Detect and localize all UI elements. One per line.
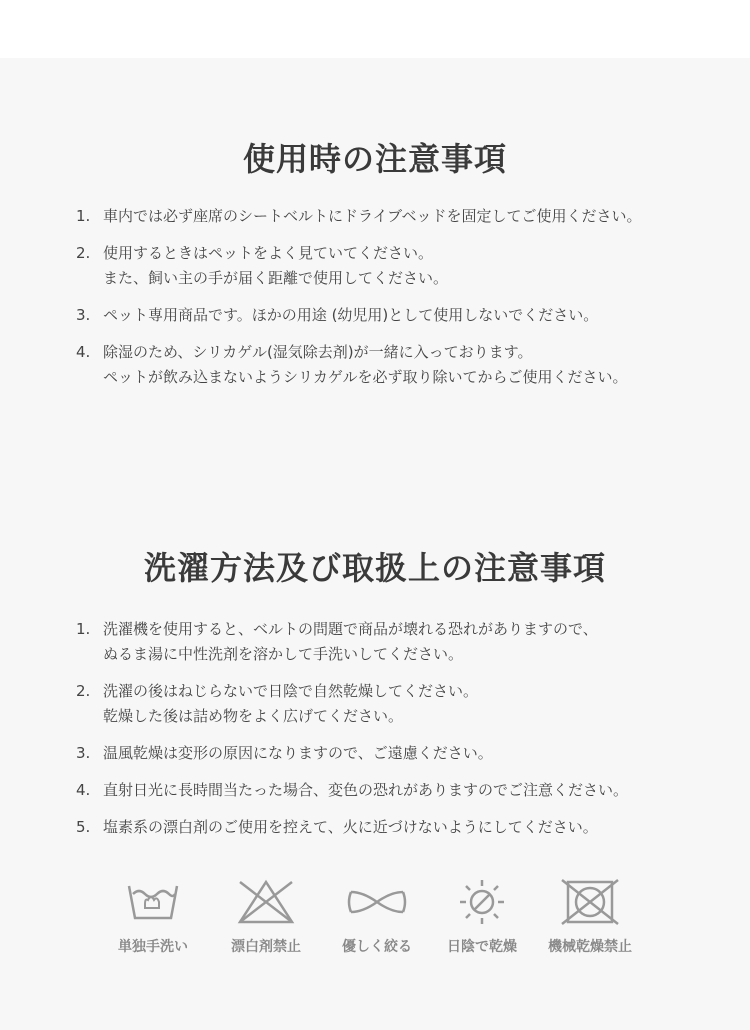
- care-item-hand-wash: [103, 878, 203, 956]
- gentle-wring-icon: [347, 878, 407, 926]
- list-item-text: 温風乾燥は変形の原因になりますので、ご遠慮ください。: [103, 744, 493, 762]
- list-item-number: 5.: [76, 818, 91, 836]
- top-white-band: [0, 0, 750, 58]
- list-item: [0, 303, 750, 328]
- care-item-shade-dry: [432, 878, 532, 956]
- care-item-no-tumble-dry: [540, 878, 640, 956]
- no-bleach-icon: [236, 878, 296, 926]
- list-item-text: 除湿のため、シリカゲル(湿気除去剤)が一緒に入っております。: [103, 343, 533, 361]
- list-item: [0, 741, 750, 766]
- list-item-number: 1.: [76, 620, 91, 638]
- list-item-text: また、飼い主の手が届く距離で使用してください。: [103, 269, 449, 287]
- list-item: [0, 204, 750, 229]
- list-item-number: 2.: [76, 682, 91, 700]
- list-item-text: 使用するときはペットをよく見ていてください。: [103, 244, 434, 262]
- list-item-text: ペット専用商品です。ほかの用途 (幼児用)として使用しないでください。: [103, 306, 599, 324]
- care-label-hand-wash: 単独手洗い: [118, 939, 188, 955]
- list-item-text: 洗濯機を使用すると、ベルトの問題で商品が壊れる恐れがありますので、: [103, 620, 598, 638]
- list-item-text: 塩素系の漂白剤のご使用を控えて、火に近づけないようにしてください。: [103, 818, 598, 836]
- list-item-number: 1.: [76, 207, 91, 225]
- list-item: [0, 679, 750, 729]
- list-item-text: 洗濯の後はねじらないで日陰で自然乾燥してください。: [103, 682, 479, 700]
- care-label-no-tumble-dry: 機械乾燥禁止: [548, 939, 632, 955]
- list-item-number: 3.: [76, 306, 91, 324]
- list-item: [0, 241, 750, 291]
- list-item: [0, 815, 750, 840]
- care-item-no-bleach: [216, 878, 316, 956]
- care-label-gentle-wring: 優しく絞る: [342, 939, 412, 955]
- usage-notes-list: [0, 204, 750, 402]
- list-item-number: 2.: [76, 244, 91, 262]
- washing-notes-list: [0, 617, 750, 852]
- list-item-text: ぬるま湯に中性洗剤を溶かして手洗いしてください。: [103, 645, 464, 663]
- list-item-number: 4.: [76, 343, 91, 361]
- list-item-text: ペットが飲み込まないようシリカゲルを必ず取り除いてからご使用ください。: [103, 368, 628, 386]
- care-item-gentle-wring: [327, 878, 427, 956]
- list-item: [0, 617, 750, 667]
- shade-dry-icon: [452, 878, 512, 926]
- list-item-number: 3.: [76, 744, 91, 762]
- list-item-text: 乾燥した後は詰め物をよく広げてください。: [103, 707, 404, 725]
- list-item-number: 4.: [76, 781, 91, 799]
- list-item: [0, 778, 750, 803]
- list-item-text: 車内では必ず座席のシートベルトにドライブベッドを固定してご使用ください。: [103, 207, 642, 225]
- list-item: [0, 340, 750, 390]
- list-item-text: 直射日光に長時間当たった場合、変色の恐れがありますのでご注意ください。: [103, 781, 629, 799]
- hand-wash-icon: [123, 878, 183, 926]
- care-label-shade-dry: 日陰で乾燥: [447, 939, 517, 955]
- care-label-no-bleach: 漂白剤禁止: [231, 939, 301, 955]
- washing-notes-title: 洗濯方法及び取扱上の注意事項: [143, 549, 606, 587]
- usage-notes-title: 使用時の注意事項: [242, 140, 507, 178]
- no-tumble-dry-icon: [560, 878, 620, 926]
